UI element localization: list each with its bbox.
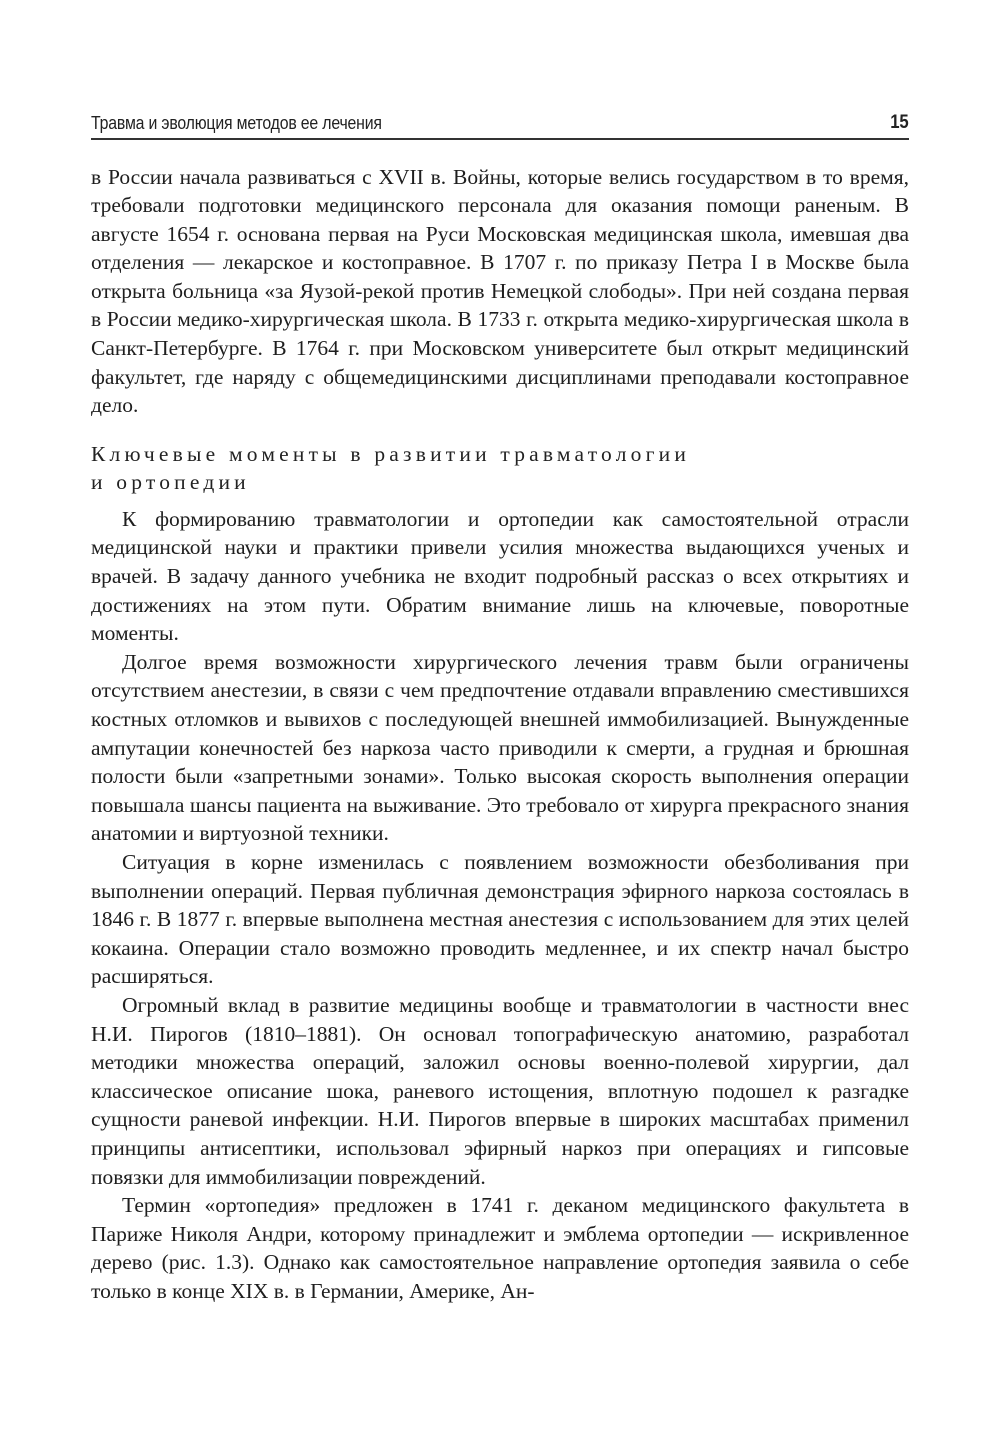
body-text bbox=[91, 163, 909, 1306]
running-header bbox=[91, 112, 909, 138]
section-heading-line-2: и ортопедии bbox=[91, 469, 250, 494]
running-title: Травма и эволюция методов ее лечения bbox=[91, 113, 382, 133]
paragraph: К формированию травматологии и ортопедии как самостоятельной отрасли медицинской науки и практики привели усилия множества выдающихся ученых и врачей. В задачу данного учебника не входит подробный рассказ о всех открытиях и достижениях на этом пути. Обратим внимание лишь на ключевые, поворотные моменты. bbox=[91, 506, 909, 646]
paragraph: Термин «ортопедия» предложен в 1741 г. деканом медицинского факультета в Париже Николя Андри, которому принадлежит и эмблема ортопедии — искривленное дерево (рис. 1.3). Однако как самостоятельное направление ортопедия заявила о себе только в конце XIX в. в Германии, Америке, Ан- bbox=[91, 1193, 909, 1303]
section-heading-line-1: Ключевые моменты в развитии травматологии bbox=[91, 441, 691, 466]
paragraph: Долгое время возможности хирургического лечения травм были ограничены отсутствием анестезии, в связи с чем предпочтение отдавали вправлению сместившихся костных отломков и вывихов с последующей внешней иммобилизацией. Вынужденные ампутации конечностей без наркоза часто приводили к смерти, а грудная и брюшная полости были «запретными зонами». Только высокая скорость выполнения операции повышала шансы пациента на выживание. Это требовало от хирурга прекрасного знания анатомии и виртуозной техники. bbox=[91, 649, 909, 846]
page-number: 15 bbox=[890, 112, 909, 133]
paragraph: Огромный вклад в развитие медицины вообще и травматологии в частности внес Н.И. Пирогов (1810–1881). Он основал топографическую анатомию, разработал методики множества операций, заложил основы военно-полевой хирургии, дал классическое описание шока, раневого истощения, вплотную подошел к разгадке сущности раневой инфекции. Н.И. Пирогов впервые в широких масштабах применил принципы антисептики, использовал эфирный наркоз при операциях и гипсовые повязки для иммобилизации повреждений. bbox=[91, 992, 909, 1189]
book-page bbox=[91, 112, 909, 1305]
intro-paragraph: в России начала развиваться с XVII в. Войны, которые велись государством в то время, требовали подготовки медицинского персонала для оказания помощи раненым. В августе 1654 г. основана первая на Руси Московская медицинская школа, имевшая два отделения — лекарское и костоправное. В 1707 г. по приказу Петра I в Москве была открыта больница «за Яузой-рекой против Немецкой слободы». При ней создана первая в России медико-хирургическая школа. В 1733 г. открыта медико-хирургическая школа в Санкт-Петербурге. В 1764 г. при Московском университете был открыт медицинский факультет, где наряду с общемедицинскими дисциплинами преподавали костоправное дело. bbox=[91, 164, 909, 418]
header-rule bbox=[91, 138, 909, 140]
section-heading bbox=[91, 440, 909, 496]
paragraph: Ситуация в корне изменилась с появлением возможности обезболивания при выполнении операций. Первая публичная демонстрация эфирного наркоза состоялась в 1846 г. В 1877 г. впервые выполнена местная анестезия с использованием для этих целей кокаина. Операции стало возможно проводить медленнее, и их спектр начал быстро расширяться. bbox=[91, 849, 909, 989]
